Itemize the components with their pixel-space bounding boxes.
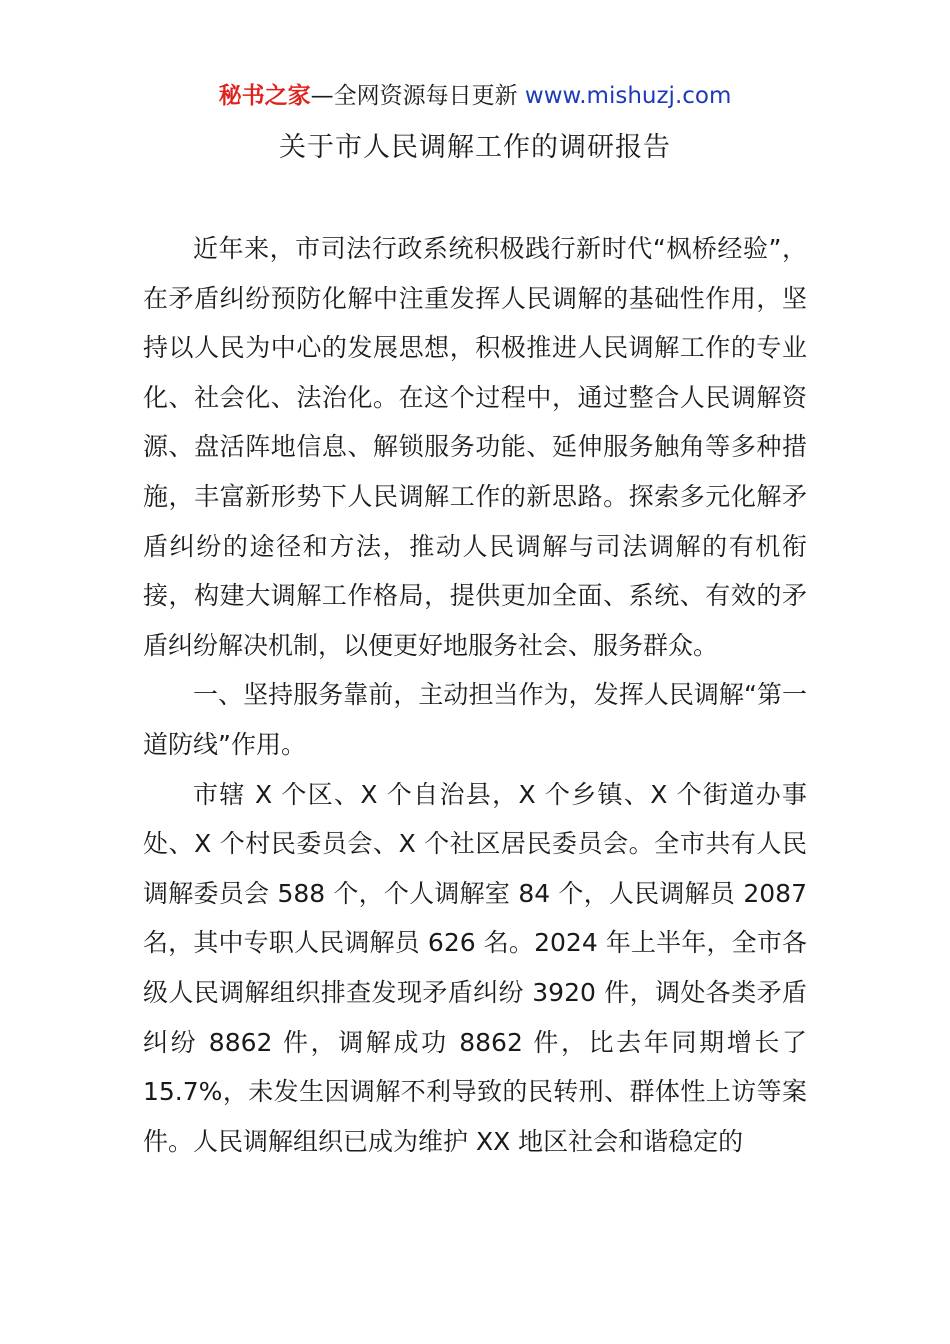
document-body (143, 224, 807, 1166)
document-title: 关于市人民调解工作的调研报告 (279, 132, 671, 163)
paragraph-statistics: 市辖 X 个区、X 个自治县，X 个乡镇、X 个街道办事处、X 个村民委员会、X 个社区居民委员会。全市共有人民调解委员会 588 个，个人调解室 84 个，人民调解员 2087 名，其中专职人民调解员 626 名。2024 年上半年，全市各级人民调解组织排查发现矛盾纠纷 3920 件，调处各类矛盾纠纷 8862 件，调解成功 8862 件，比去年同期增长了 15.7%，未发生因调解不利导致的民转刑、群体性上访等案件。人民调解组织已成为维护 XX 地区社会和谐稳定的 (143, 779, 807, 1156)
paragraph-section-heading: 一、坚持服务靠前，主动担当作为，发挥人民调解“第一道防线”作用。 (143, 680, 807, 759)
brand-name: 秘书之家 (218, 83, 311, 109)
site-header (0, 78, 950, 114)
site-url-link[interactable]: www.mishuzj.com (524, 83, 732, 109)
header-slogan: —全网资源每日更新 (310, 83, 518, 109)
paragraph-intro: 近年来，市司法行政系统积极践行新时代“枫桥经验”，在矛盾纠纷预防化解中注重发挥人民调解的基础性作用，坚持以人民为中心的发展思想，积极推进人民调解工作的专业化、社会化、法治化。在这个过程中，通过整合人民调解资源、盘活阵地信息、解锁服务功能、延伸服务触角等多种措施，丰富新形势下人民调解工作的新思路。探索多元化解矛盾纠纷的途径和方法，推动人民调解与司法调解的有机衔接，构建大调解工作格局，提供更加全面、系统、有效的矛盾纠纷解决机制，以便更好地服务社会、服务群众。 (143, 234, 807, 660)
